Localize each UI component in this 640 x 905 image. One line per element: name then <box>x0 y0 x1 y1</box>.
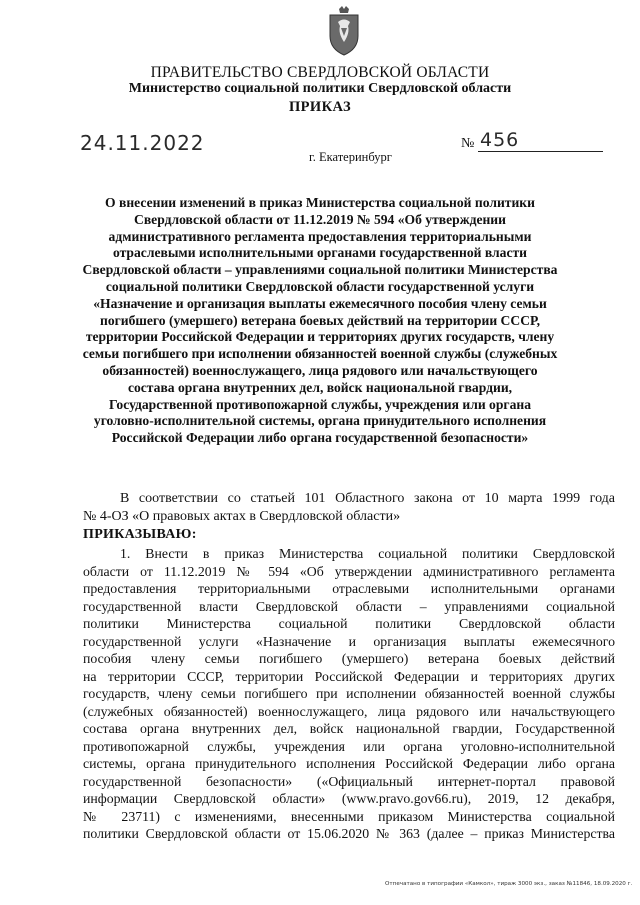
title-line: «Назначение и организация выплаты ежемесячного пособия члену семьи <box>93 295 547 311</box>
order-number-label: № <box>461 136 475 151</box>
title-line: отраслевыми исполнительными органами государственной власти <box>112 245 528 261</box>
preamble-line: № 4-ОЗ «О правовых актах в Свердловской области» <box>83 509 401 524</box>
title-line: обязанностей) военнослужащего, лица рядового или начальствующего <box>102 362 538 378</box>
body-line: политики Министерства социальной политики Свердловской области <box>83 616 615 631</box>
body-line: политики Свердловской области от 15.06.2020 № 363 (далее – приказ Министерства <box>83 826 615 841</box>
body-line: противопожарной службы, учреждения или органа уголовно-исполнительной <box>83 738 615 754</box>
body-line: области от 11.12.2019 № 594 «Об утверждении административного регламента <box>83 563 615 579</box>
title-line: административного регламента предоставления территориальными <box>108 228 532 244</box>
body-line: информации Свердловской области» (www.pravo.gov66.ru), 2019, 12 декабря, <box>83 791 615 806</box>
document-type: ПРИКАЗ <box>288 99 352 115</box>
order-date: 24.11.2022 <box>80 131 205 155</box>
body-line: системы, органа принудительного исполнения Российской Федерации либо органа <box>83 756 615 771</box>
body-line: состава органа внутренних дел, войск национальной гвардии, Государственной <box>83 721 615 736</box>
preamble <box>83 490 615 526</box>
title-line: погибшего (умершего) ветерана боевых действий на территории СССР, <box>99 312 541 328</box>
title-line: территории Российской Федерации и территориях других государств, члену <box>85 329 555 345</box>
order-body <box>83 545 615 843</box>
title-line: Российской Федерации либо органа государственной безопасности» <box>111 430 529 446</box>
body-line: № 23711) с изменениями, внесенными приказом Министерства социальной <box>83 808 615 824</box>
body-line: предоставления территориальными отраслевыми исполнительными органами <box>83 581 615 596</box>
body-line: государственной власти Свердловской области – управлениями социальной <box>83 598 615 614</box>
orders-heading: ПРИКАЗЫВАЮ: <box>83 527 197 542</box>
body-line: государств, члену семьи погибшего при исполнении обязанностей военной службы <box>83 686 615 701</box>
body-line: (служебных обязанностей) военнослужащего, лица рядового или начальствующего <box>83 703 615 719</box>
title-line: социальной политики Свердловской области государственной услуги <box>105 278 535 294</box>
preamble-line: В соответствии со статьей 101 Областного закона от 10 марта 1999 года <box>120 491 615 506</box>
print-footer: Отпечатано в типографии «Камкол», тираж 3000 экз., заказ №11846, 18.09.2020 г. <box>385 881 633 887</box>
title-line: Свердловской области от 11.12.2019 № 594 «Об утверждении <box>134 211 506 227</box>
order-city: г. Екатеринбург <box>309 150 392 164</box>
government-title: ПРАВИТЕЛЬСТВО СВЕРДЛОВСКОЙ ОБЛАСТИ <box>150 64 490 81</box>
body-line: 1. Внести в приказ Министерства социальной политики Свердловской <box>120 546 615 561</box>
body-line: пособия члену семьи погибшего (умершего) ветерана боевых действий <box>83 651 615 666</box>
title-line: Свердловской области – управлениями социальной политики Министерства <box>82 262 558 278</box>
body-line: на территории СССР, территории Российской Федерации и территориях других <box>83 668 615 684</box>
title-line: Государственной противопожарной службы, учреждения или органа <box>108 396 532 412</box>
title-line: О внесении изменений в приказ Министерства социальной политики <box>105 195 535 210</box>
title-line: состава органа внутренних дел, войск национальной гвардии, <box>127 379 513 395</box>
body-line: государственной услуги «Назначение и организация выплаты ежемесячного <box>83 633 615 649</box>
order-number: 456 <box>480 129 520 151</box>
body-line: государственной безопасности» («Официальный интернет-портал правовой <box>83 773 615 789</box>
ministry-name: Министерство социальной политики Свердловской области <box>128 81 512 96</box>
coat-of-arms-icon <box>326 6 362 56</box>
title-line: уголовно-исполнительной системы, органа принудительного исполнения <box>93 413 547 429</box>
order-title <box>81 195 559 447</box>
title-line: семьи погибшего при исполнении обязанностей военной службы (служебных <box>82 346 558 362</box>
order-number-underline <box>478 151 603 152</box>
